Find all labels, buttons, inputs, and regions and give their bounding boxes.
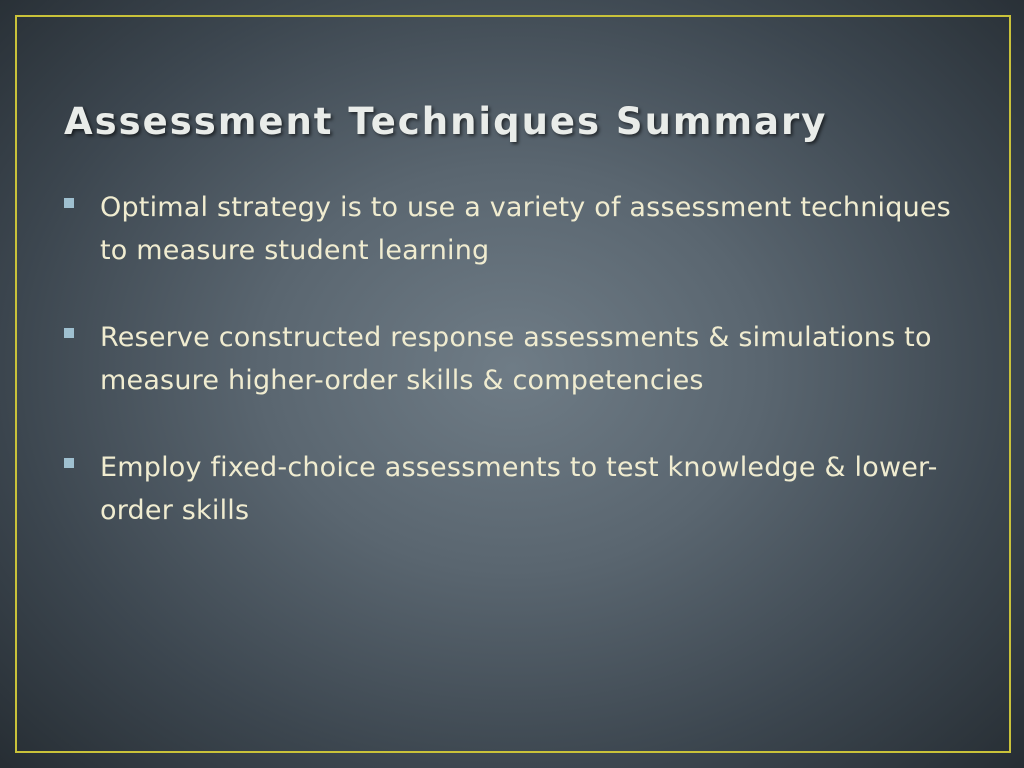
square-bullet-icon [64,458,74,468]
bullet-list [64,186,964,576]
bullet-text: Optimal strategy is to use a variety of assessment techniques to measure student learning [100,192,951,266]
bullet-text: Reserve constructed response assessments & simulations to measure higher-order skills & competencies [100,322,932,396]
square-bullet-icon [64,328,74,338]
bullet-item [64,446,964,532]
bullet-item [64,186,964,272]
square-bullet-icon [64,198,74,208]
bullet-text: Employ fixed-choice assessments to test knowledge & lower-order skills [100,452,938,526]
slide-title: Assessment Techniques Summary [64,100,828,143]
bullet-item [64,316,964,402]
